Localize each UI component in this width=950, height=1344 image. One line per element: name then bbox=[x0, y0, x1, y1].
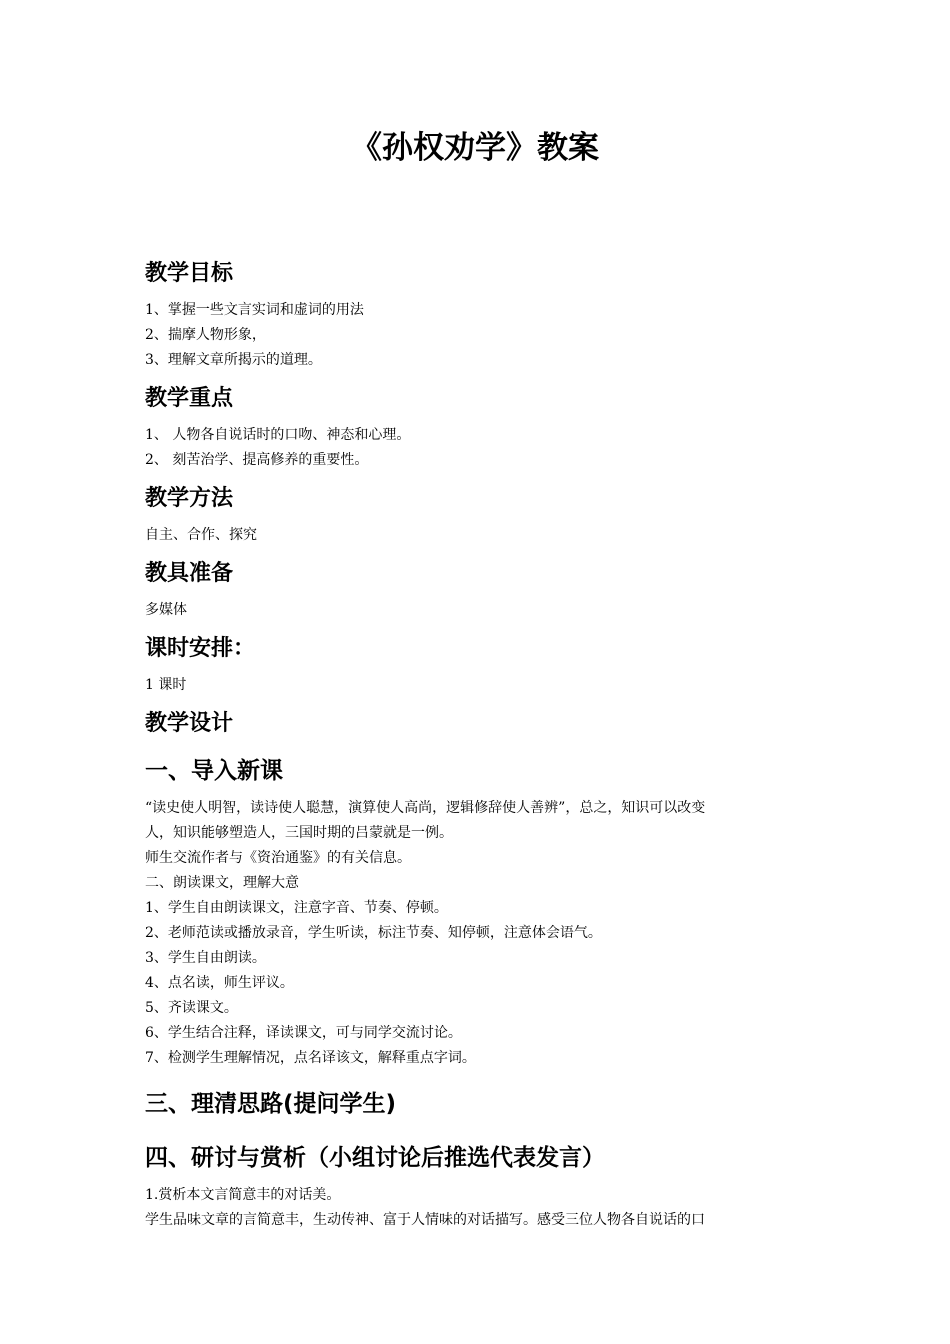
heading-schedule: 课时安排： bbox=[145, 636, 256, 661]
heading-reading: 二、朗读课文，理解大意 bbox=[145, 875, 299, 891]
discussion-text: 学生品味文章的言简意丰，生动传神、富于人情味的对话描写。感受三位人物各自说话的口 bbox=[145, 1212, 705, 1228]
reading-item: 5、齐读课文。 bbox=[145, 1000, 238, 1016]
goal-item: 2、揣摩人物形象， bbox=[145, 327, 266, 343]
intro-paragraph-line: 人，知识能够塑造人，三国时期的吕蒙就是一例。 bbox=[145, 825, 453, 841]
tools-text: 多媒体 bbox=[145, 602, 187, 618]
heading-discussion: 四、研讨与赏析（小组讨论后推选代表发言） bbox=[145, 1145, 605, 1171]
document-title: 《孙权劝学》教案 bbox=[351, 130, 599, 166]
intro-paragraph: 师生交流作者与《资治通鉴》的有关信息。 bbox=[145, 850, 411, 866]
heading-tools: 教具准备 bbox=[145, 561, 234, 586]
goal-item: 3、理解文章所揭示的道理。 bbox=[145, 352, 322, 368]
discussion-item: 1.赏析本文言简意丰的对话美。 bbox=[145, 1187, 341, 1203]
heading-intro: 一、导入新课 bbox=[145, 758, 283, 784]
goal-item: 1、掌握一些文言实词和虚词的用法 bbox=[145, 302, 364, 318]
reading-item: 4、点名读，师生评议。 bbox=[145, 975, 294, 991]
heading-goals: 教学目标 bbox=[145, 261, 234, 286]
heading-thinking: 三、理清思路(提问学生) bbox=[145, 1091, 397, 1117]
intro-paragraph-line: “读史使人明智，读诗使人聪慧，演算使人高尚，逻辑修辞使人善辨”，总之，知识可以改变 bbox=[145, 800, 706, 816]
document-body bbox=[145, 254, 815, 1233]
reading-item: 1、学生自由朗读课文，注意字音、节奏、停顿。 bbox=[145, 900, 448, 916]
schedule-text: 1 课时 bbox=[145, 677, 187, 693]
reading-item: 6、学生结合注释，译读课文，可与同学交流讨论。 bbox=[145, 1025, 462, 1041]
reading-item: 2、老师范读或播放录音，学生听读，标注节奏、知停顿，注意体会语气。 bbox=[145, 925, 602, 941]
heading-design: 教学设计 bbox=[145, 711, 234, 736]
reading-item: 7、检测学生理解情况，点名译该文，解释重点字词。 bbox=[145, 1050, 476, 1066]
key-point-item: 1、 人物各自说话时的口吻、神态和心理。 bbox=[145, 427, 411, 443]
methods-text: 自主、合作、探究 bbox=[145, 527, 257, 543]
reading-item: 3、学生自由朗读。 bbox=[145, 950, 266, 966]
heading-methods: 教学方法 bbox=[145, 486, 234, 511]
heading-key-points: 教学重点 bbox=[145, 386, 234, 411]
key-point-item: 2、 刻苦治学、提高修养的重要性。 bbox=[145, 452, 369, 468]
